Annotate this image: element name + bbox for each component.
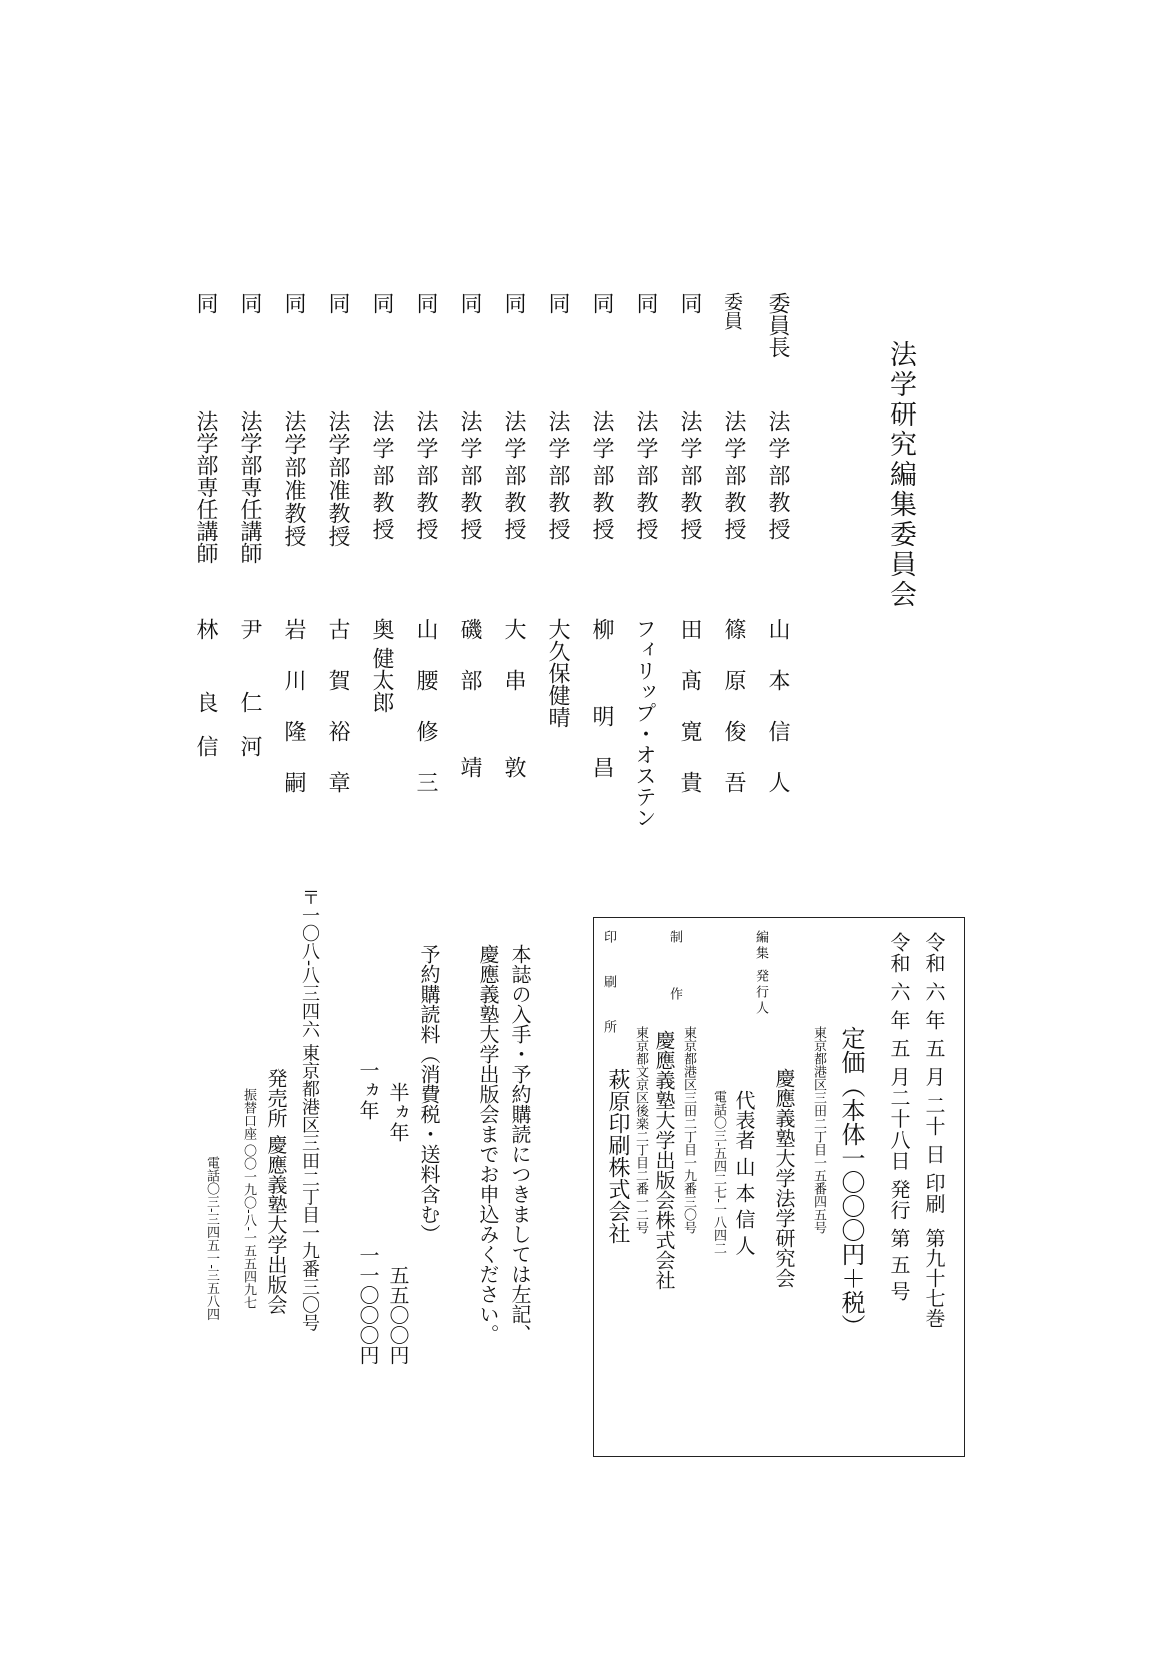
member-title: 法学部専任講師 bbox=[237, 410, 262, 564]
member-role: 同 bbox=[501, 292, 526, 314]
member-name: 岩川隆嗣 bbox=[281, 618, 306, 822]
price: 定価（本体一〇〇〇円＋税） bbox=[837, 1026, 865, 1338]
member-role: 同 bbox=[325, 292, 350, 314]
member-role: 同 bbox=[237, 292, 262, 314]
committee-member-row bbox=[276, 292, 310, 822]
member-title: 法学部教授 bbox=[545, 410, 570, 545]
member-name: 大久保健晴 bbox=[545, 618, 570, 728]
member-name: フィリップ・オステン bbox=[633, 618, 657, 828]
member-title: 法学部専任講師 bbox=[193, 410, 218, 564]
member-role: 同 bbox=[589, 292, 614, 314]
member-title: 法学部教授 bbox=[765, 410, 790, 545]
editor-phone: 電話〇三-五四二七-一八四二 bbox=[711, 1090, 726, 1255]
volume-number: 第九十七巻 bbox=[922, 1228, 946, 1328]
issue-date: 令和 六 年 五 月二十八日 発行 bbox=[887, 932, 911, 1221]
committee-member-row bbox=[628, 292, 662, 828]
member-role: 同 bbox=[369, 292, 394, 314]
editor-publisher-label: 編集 発行人 bbox=[753, 930, 768, 1018]
member-title: 法学部教授 bbox=[457, 410, 482, 545]
member-title: 法学部准教授 bbox=[281, 410, 306, 548]
subscription-notice-1: 本誌の入手・予約購読につきましては左記、 bbox=[508, 944, 532, 1344]
committee-member-row bbox=[452, 292, 486, 812]
member-role: 同 bbox=[413, 292, 438, 314]
committee-member-row bbox=[320, 292, 354, 822]
member-role: 同 bbox=[457, 292, 482, 314]
committee-title: 法学研究編集委員会 bbox=[885, 340, 916, 610]
member-name: 大串 敦 bbox=[501, 618, 526, 807]
distributor-phone: 電話〇三-三四五一-三五八四 bbox=[204, 1156, 219, 1321]
member-title: 法学部教授 bbox=[413, 410, 438, 545]
print-date: 令和 六 年 五 月 二十 日 印刷 bbox=[922, 932, 946, 1215]
colophon-box bbox=[593, 917, 965, 1457]
committee-member-row bbox=[496, 292, 530, 812]
member-name: 篠原俊吾 bbox=[721, 618, 746, 822]
distributor-transfer-account: 振替口座 〇〇一九〇-八-一五五四九七 bbox=[241, 1088, 256, 1309]
committee-member-row bbox=[584, 292, 618, 812]
committee-member-row bbox=[232, 292, 266, 812]
member-name: 古賀裕章 bbox=[325, 618, 350, 822]
printer-address: 東京都文京区後楽二丁目二番一二号 bbox=[633, 1026, 648, 1234]
editor-org: 慶應義塾大学法学研究会 bbox=[772, 1068, 796, 1288]
member-name: 田髙寛貴 bbox=[677, 618, 702, 822]
member-name: 山本信人 bbox=[765, 618, 790, 822]
member-title: 法学部教授 bbox=[369, 410, 394, 545]
member-title: 法学部教授 bbox=[677, 410, 702, 545]
committee-member-row bbox=[408, 292, 442, 822]
member-name: 磯部 靖 bbox=[457, 618, 482, 807]
one-year-price: 一一〇〇〇円 bbox=[356, 1245, 380, 1365]
distributor-seller: 発売所 慶應義塾大学出版会 bbox=[264, 1068, 288, 1315]
printer-org: 萩原印刷株式会社 bbox=[605, 1068, 630, 1244]
member-name: 山腰修三 bbox=[413, 618, 438, 822]
editor-address: 東京都港区三田二丁目一五番四五号 bbox=[811, 1026, 826, 1234]
member-title: 法学部教授 bbox=[633, 410, 658, 545]
production-org: 慶應義塾大学出版会株式会社 bbox=[652, 1030, 676, 1290]
member-role: 同 bbox=[633, 292, 658, 314]
committee-member-row bbox=[540, 292, 574, 812]
member-title: 法学部教授 bbox=[501, 410, 526, 545]
member-name: 尹 仁河 bbox=[237, 618, 262, 779]
member-name: 柳 明昌 bbox=[589, 618, 614, 807]
subscription-fee-label: 予約購読料（消費税・送料含む） bbox=[417, 944, 441, 1244]
half-year-label: 半ヵ年 bbox=[386, 1082, 410, 1142]
committee-member-row bbox=[188, 292, 222, 812]
member-title: 法学部教授 bbox=[721, 410, 746, 545]
member-role: 同 bbox=[677, 292, 702, 314]
member-role: 同 bbox=[281, 292, 306, 314]
production-address: 東京都港区三田二丁目一九番三〇号 bbox=[681, 1026, 696, 1234]
member-title: 法学部准教授 bbox=[325, 410, 350, 548]
subscription-notice-2: 慶應義塾大学出版会までお申込みください。 bbox=[476, 944, 500, 1344]
committee-member-row bbox=[364, 292, 398, 812]
committee-member-row bbox=[672, 292, 706, 822]
member-role: 委員 bbox=[721, 292, 743, 330]
half-year-price: 五五〇〇円 bbox=[386, 1265, 410, 1365]
printer-label: 印 刷 所 bbox=[601, 930, 616, 1048]
representative: 代表者 山 本 信 人 bbox=[732, 1090, 756, 1256]
member-role: 同 bbox=[193, 292, 218, 314]
distributor-postal-address: 〒一〇八-八三四六 東京都港区三田二丁目一九番三〇号 bbox=[299, 888, 320, 1332]
one-year-label: 一ヵ年 bbox=[356, 1060, 380, 1120]
production-label: 制 作 bbox=[667, 930, 682, 1021]
member-name: 奥 健太郎 bbox=[369, 618, 394, 713]
member-role: 委員長 bbox=[765, 292, 790, 358]
member-name: 林 良信 bbox=[193, 618, 218, 779]
committee-member-row bbox=[716, 292, 750, 822]
committee-member-row bbox=[760, 292, 794, 822]
issue-number: 第 五 号 bbox=[887, 1228, 911, 1301]
member-role: 同 bbox=[545, 292, 570, 314]
member-title: 法学部教授 bbox=[589, 410, 614, 545]
